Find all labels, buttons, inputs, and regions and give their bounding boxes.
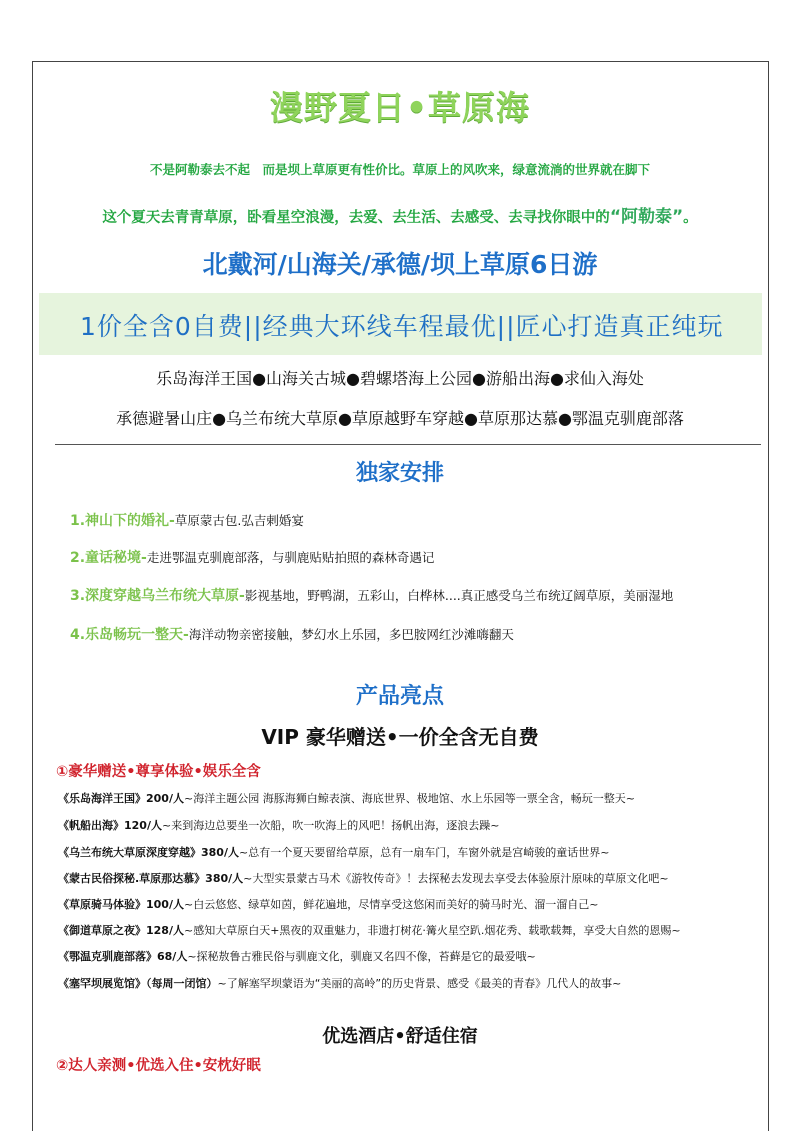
product-item bbox=[58, 975, 621, 991]
product-desc: ~感知大草原白天+黑夜的双重魅力，非遗打树花·篝火星空趴.烟花秀、载歌载舞，享受大自然的恩赐~ bbox=[183, 924, 681, 937]
product-name: 《乐岛海洋王国》200/人 bbox=[58, 792, 184, 805]
product-item bbox=[58, 948, 536, 964]
product-name: 《鄂温克驯鹿部落》68/人 bbox=[58, 950, 188, 963]
exclusive-item bbox=[70, 547, 434, 567]
exclusive-item-text: 走进鄂温克驯鹿部落，与驯鹿贴贴拍照的森林奇遇记 bbox=[146, 550, 435, 565]
divider bbox=[55, 444, 761, 445]
product-desc: ~总有一个夏天要留给草原，总有一扇车门，车窗外就是宫崎骏的童话世界~ bbox=[238, 846, 610, 859]
page-title: 漫野夏日•草原海 bbox=[269, 88, 531, 127]
tagline-secondary-main: 这个夏天去青青草原，卧看星空浪漫，去爱、去生活、去感受、去寻找你眼中的 bbox=[102, 210, 610, 226]
product-item bbox=[58, 844, 609, 860]
route-title: 北戴河/山海关/承德/坝上草原6日游 bbox=[202, 250, 598, 279]
product-desc: ~海洋主题公园 海豚海狮白鲸表演、海底世界、极地馆、水上乐园等一票全含，畅玩一整天~ bbox=[183, 792, 635, 805]
exclusive-item bbox=[70, 624, 514, 644]
product-desc: ~大型实景蒙古马术《游牧传奇》！去探秘去发现去享受去体验原汁原味的草原文化吧~ bbox=[243, 872, 669, 885]
vip-title: VIP 豪华赠送•一价全含无自费 bbox=[261, 725, 539, 749]
gift-subheading: ①豪华赠送•尊享体验•娱乐全含 bbox=[56, 764, 261, 780]
product-desc: ~来到海边总要坐一次船，吹一吹海上的风吧！扬帆出海，逐浪去躁~ bbox=[161, 819, 500, 832]
product-name: 《草原骑马体验》100/人 bbox=[58, 898, 184, 911]
exclusive-item-label: 1.神山下的婚礼- bbox=[70, 513, 175, 529]
exclusive-item bbox=[70, 510, 304, 530]
exclusive-item-label: 3.深度穿越乌兰布统大草原- bbox=[70, 588, 245, 604]
product-item bbox=[58, 922, 681, 938]
product-item bbox=[58, 896, 598, 912]
exclusive-item-text: 海洋动物亲密接触，梦幻水上乐园，多巴胺网红沙滩嗨翻天 bbox=[188, 627, 514, 642]
exclusive-item-label: 4.乐岛畅玩一整天- bbox=[70, 627, 189, 643]
product-item bbox=[58, 870, 669, 886]
tagline-secondary bbox=[0, 202, 800, 227]
tagline-emphasis: “阿勒泰” bbox=[609, 207, 684, 227]
product-name: 《塞罕坝展览馆》（每周一闭馆） bbox=[58, 977, 218, 990]
product-desc: ~白云悠悠、绿草如茵，鲜花遍地，尽情享受这悠闲而美好的骑马时光、溜一溜自己~ bbox=[183, 898, 599, 911]
tagline: 不是阿勒泰去不起 而是坝上草原更有性价比。草原上的风吹来，绿意流淌的世界就在脚下 bbox=[149, 162, 650, 177]
spots-line-2: 承德避暑山庄●乌兰布统大草原●草原越野车穿越●草原那达慕●鄂温克驯鹿部落 bbox=[116, 409, 684, 428]
product-name: 《御道草原之夜》128/人 bbox=[58, 924, 184, 937]
exclusive-item-text: 草原蒙古包.弘吉剌婚宴 bbox=[174, 513, 304, 528]
exclusive-item-label: 2.童话秘境- bbox=[70, 550, 147, 566]
exclusive-item bbox=[70, 585, 673, 605]
product-desc: ~了解塞罕坝蒙语为“美丽的高岭”的历史背景、感受《最美的青春》几代人的故事~ bbox=[217, 977, 622, 990]
product-item bbox=[58, 817, 499, 833]
hotel-subheading: ②达人亲测•优选入住•安枕好眠 bbox=[56, 1058, 261, 1074]
product-name: 《蒙古民俗探秘.草原那达慕》380/人 bbox=[58, 872, 244, 885]
highlights-title: 产品亮点 bbox=[355, 684, 444, 709]
hotel-title: 优选酒店•舒适住宿 bbox=[322, 1026, 478, 1047]
product-desc: ~探秘敖鲁古雅民俗与驯鹿文化，驯鹿又名四不像，苔藓是它的最爱哦~ bbox=[187, 950, 536, 963]
tagline-secondary-end: 。 bbox=[683, 210, 698, 226]
banner-text: 1价全含0自费||经典大环线车程最优||匠心打造真正纯玩 bbox=[80, 312, 724, 341]
product-item bbox=[58, 790, 635, 806]
exclusive-title: 独家安排 bbox=[355, 461, 444, 486]
product-name: 《帆船出海》120/人 bbox=[58, 819, 162, 832]
product-name: 《乌兰布统大草原深度穿越》380/人 bbox=[58, 846, 239, 859]
spots-line-1: 乐岛海洋王国●山海关古城●碧螺塔海上公园●游船出海●求仙入海处 bbox=[156, 369, 644, 388]
exclusive-item-text: 影视基地，野鸭湖，五彩山，白桦林....真正感受乌兰布统辽阔草原，美丽湿地 bbox=[244, 588, 674, 603]
